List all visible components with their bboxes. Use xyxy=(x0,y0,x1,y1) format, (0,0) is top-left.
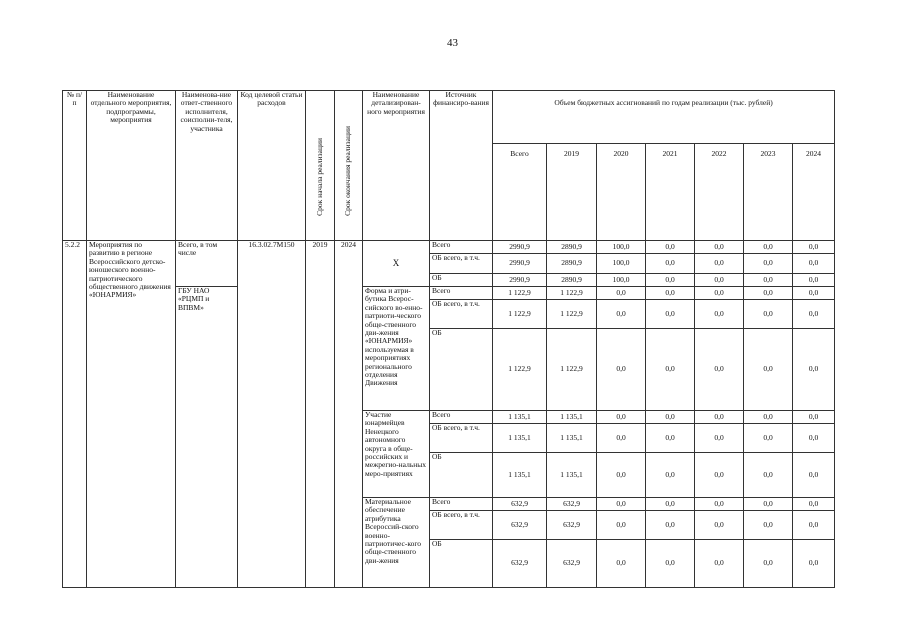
value-cell: 0,0 xyxy=(597,540,646,588)
value-cell: 0,0 xyxy=(744,274,793,287)
source-cell: ОБ xyxy=(430,453,493,498)
value-cell: 1 135,1 xyxy=(493,411,547,424)
executor-name: ГБУ НАО «РЦМП и ВПВМ» xyxy=(176,287,238,588)
col-no-header: № п/п xyxy=(63,91,87,241)
value-cell: 0,0 xyxy=(646,411,695,424)
value-cell: 0,0 xyxy=(744,411,793,424)
col-name-header: Наименование отдельного мероприятия, подпрограммы, мероприятия xyxy=(87,91,176,241)
value-cell: 632,9 xyxy=(547,540,597,588)
source-cell: ОБ всего, в т.ч. xyxy=(430,424,493,453)
item-name: Мероприятия по развитию в регионе Всероссийского детско-юношеского военно-патриотического общественного движения «ЮНАРМИЯ» xyxy=(87,241,176,588)
value-cell: 0,0 xyxy=(744,287,793,300)
col-executor-header: Наименова-ние ответ-ственного исполнителя, соисполни-теля, участника xyxy=(176,91,238,241)
value-cell: 1 122,9 xyxy=(493,329,547,411)
year-header: 2019 xyxy=(547,144,597,241)
table-row xyxy=(63,287,835,300)
col-detail-header: Наименование детализирован-ного мероприятия xyxy=(363,91,430,241)
value-cell: 0,0 xyxy=(646,498,695,511)
value-cell: 100,0 xyxy=(597,274,646,287)
executor-total: Всего, в том числе xyxy=(176,241,238,287)
value-cell: 0,0 xyxy=(695,274,744,287)
value-cell: 0,0 xyxy=(793,424,835,453)
item-end: 2024 xyxy=(335,241,363,588)
value-cell: 1 122,9 xyxy=(493,287,547,300)
col-source-header: Источник финансиро-вания xyxy=(430,91,493,241)
value-cell: 1 135,1 xyxy=(547,453,597,498)
value-cell: 0,0 xyxy=(646,274,695,287)
value-cell: 0,0 xyxy=(695,498,744,511)
source-cell: ОБ xyxy=(430,274,493,287)
value-cell: 0,0 xyxy=(744,453,793,498)
value-cell: 0,0 xyxy=(646,329,695,411)
value-cell: 1 122,9 xyxy=(547,300,597,329)
value-cell: 632,9 xyxy=(493,511,547,540)
value-cell: 0,0 xyxy=(793,540,835,588)
source-cell: ОБ всего, в т.ч. xyxy=(430,511,493,540)
value-cell: 1 135,1 xyxy=(493,453,547,498)
value-cell: 0,0 xyxy=(695,254,744,274)
year-header: 2024 xyxy=(793,144,835,241)
value-cell: 0,0 xyxy=(695,511,744,540)
value-cell: 1 122,9 xyxy=(547,329,597,411)
page-number: 43 xyxy=(447,37,458,49)
value-cell: 2890,9 xyxy=(547,241,597,254)
value-cell: 0,0 xyxy=(695,329,744,411)
value-cell: 0,0 xyxy=(646,453,695,498)
year-header: 2020 xyxy=(597,144,646,241)
value-cell: 0,0 xyxy=(646,424,695,453)
value-cell: 2890,9 xyxy=(547,274,597,287)
value-cell: 0,0 xyxy=(597,329,646,411)
value-cell: 1 122,9 xyxy=(547,287,597,300)
value-cell: 0,0 xyxy=(597,411,646,424)
value-cell: 0,0 xyxy=(597,300,646,329)
value-cell: 0,0 xyxy=(744,329,793,411)
source-cell: Всего xyxy=(430,241,493,254)
x-mark: Х xyxy=(363,241,430,287)
value-cell: 0,0 xyxy=(793,254,835,274)
value-cell: 2990,9 xyxy=(493,241,547,254)
year-header: 2021 xyxy=(646,144,695,241)
source-cell: ОБ xyxy=(430,540,493,588)
value-cell: 0,0 xyxy=(744,540,793,588)
value-cell: 0,0 xyxy=(695,300,744,329)
col-start-label: Срок начала реализации xyxy=(314,138,324,216)
value-cell: 0,0 xyxy=(597,453,646,498)
value-cell: 2890,9 xyxy=(547,254,597,274)
value-cell: 0,0 xyxy=(695,424,744,453)
value-cell: 0,0 xyxy=(695,411,744,424)
value-cell: 0,0 xyxy=(695,540,744,588)
value-cell: 0,0 xyxy=(597,424,646,453)
value-cell: 0,0 xyxy=(597,287,646,300)
col-code-header: Код целевой статьи расходов xyxy=(238,91,306,241)
value-cell: 632,9 xyxy=(547,498,597,511)
value-cell: 0,0 xyxy=(793,411,835,424)
value-cell: 0,0 xyxy=(646,300,695,329)
value-cell: 0,0 xyxy=(793,511,835,540)
source-cell: ОБ всего, в т.ч. xyxy=(430,254,493,274)
budget-table xyxy=(62,90,835,588)
value-cell: 0,0 xyxy=(793,287,835,300)
source-cell: Всего xyxy=(430,411,493,424)
value-cell: 0,0 xyxy=(793,300,835,329)
value-cell: 0,0 xyxy=(793,453,835,498)
value-cell: 0,0 xyxy=(597,511,646,540)
col-volume-header: Объем бюджетных ассигнований по годам реализации (тыс. рублей) xyxy=(493,91,835,144)
item-number: 5.2.2 xyxy=(63,241,87,588)
col-end-label: Срок окончания реализации xyxy=(343,126,353,216)
value-cell: 100,0 xyxy=(597,241,646,254)
value-cell: 2990,9 xyxy=(493,274,547,287)
detail-cell: Материальное обеспечение атрибутика Всероссий-ского военно-патриотичес-кого обще-ственного дви-жения xyxy=(363,498,430,588)
value-cell: 0,0 xyxy=(695,287,744,300)
value-cell: 0,0 xyxy=(744,498,793,511)
year-header: 2023 xyxy=(744,144,793,241)
value-cell: 0,0 xyxy=(744,424,793,453)
value-cell: 2990,9 xyxy=(493,254,547,274)
col-start-header xyxy=(306,91,335,241)
table-row xyxy=(63,241,835,254)
source-cell: Всего xyxy=(430,287,493,300)
value-cell: 1 122,9 xyxy=(493,300,547,329)
value-cell: 0,0 xyxy=(793,329,835,411)
value-cell: 0,0 xyxy=(793,498,835,511)
value-cell: 1 135,1 xyxy=(547,424,597,453)
detail-cell: Участие юнармейцев Ненецкого автономного округа в обще-российских и межрегио-нальных меро-приятиях xyxy=(363,411,430,498)
value-cell: 0,0 xyxy=(744,300,793,329)
value-cell: 0,0 xyxy=(646,540,695,588)
value-cell: 632,9 xyxy=(493,498,547,511)
value-cell: 632,9 xyxy=(493,540,547,588)
value-cell: 0,0 xyxy=(744,254,793,274)
year-header: 2022 xyxy=(695,144,744,241)
year-header: Всего xyxy=(493,144,547,241)
value-cell: 1 135,1 xyxy=(547,411,597,424)
col-end-header xyxy=(335,91,363,241)
value-cell: 1 135,1 xyxy=(493,424,547,453)
value-cell: 0,0 xyxy=(646,254,695,274)
value-cell: 100,0 xyxy=(597,254,646,274)
item-code: 16.3.02.7М150 xyxy=(238,241,306,588)
value-cell: 0,0 xyxy=(646,511,695,540)
source-cell: ОБ всего, в т.ч. xyxy=(430,300,493,329)
value-cell: 0,0 xyxy=(646,287,695,300)
detail-cell: Форма и атри-бутика Всерос-сийского во-енно-патриоти-ческого обще-ственного дви-жения «ЮНАРМИЯ» используемая в мероприятиях регионального отделения Движения xyxy=(363,287,430,411)
value-cell: 0,0 xyxy=(597,498,646,511)
source-cell: Всего xyxy=(430,498,493,511)
value-cell: 632,9 xyxy=(547,511,597,540)
source-cell: ОБ xyxy=(430,329,493,411)
value-cell: 0,0 xyxy=(695,453,744,498)
value-cell: 0,0 xyxy=(744,241,793,254)
value-cell: 0,0 xyxy=(793,274,835,287)
item-start: 2019 xyxy=(306,241,335,588)
value-cell: 0,0 xyxy=(744,511,793,540)
value-cell: 0,0 xyxy=(646,241,695,254)
value-cell: 0,0 xyxy=(695,241,744,254)
value-cell: 0,0 xyxy=(793,241,835,254)
